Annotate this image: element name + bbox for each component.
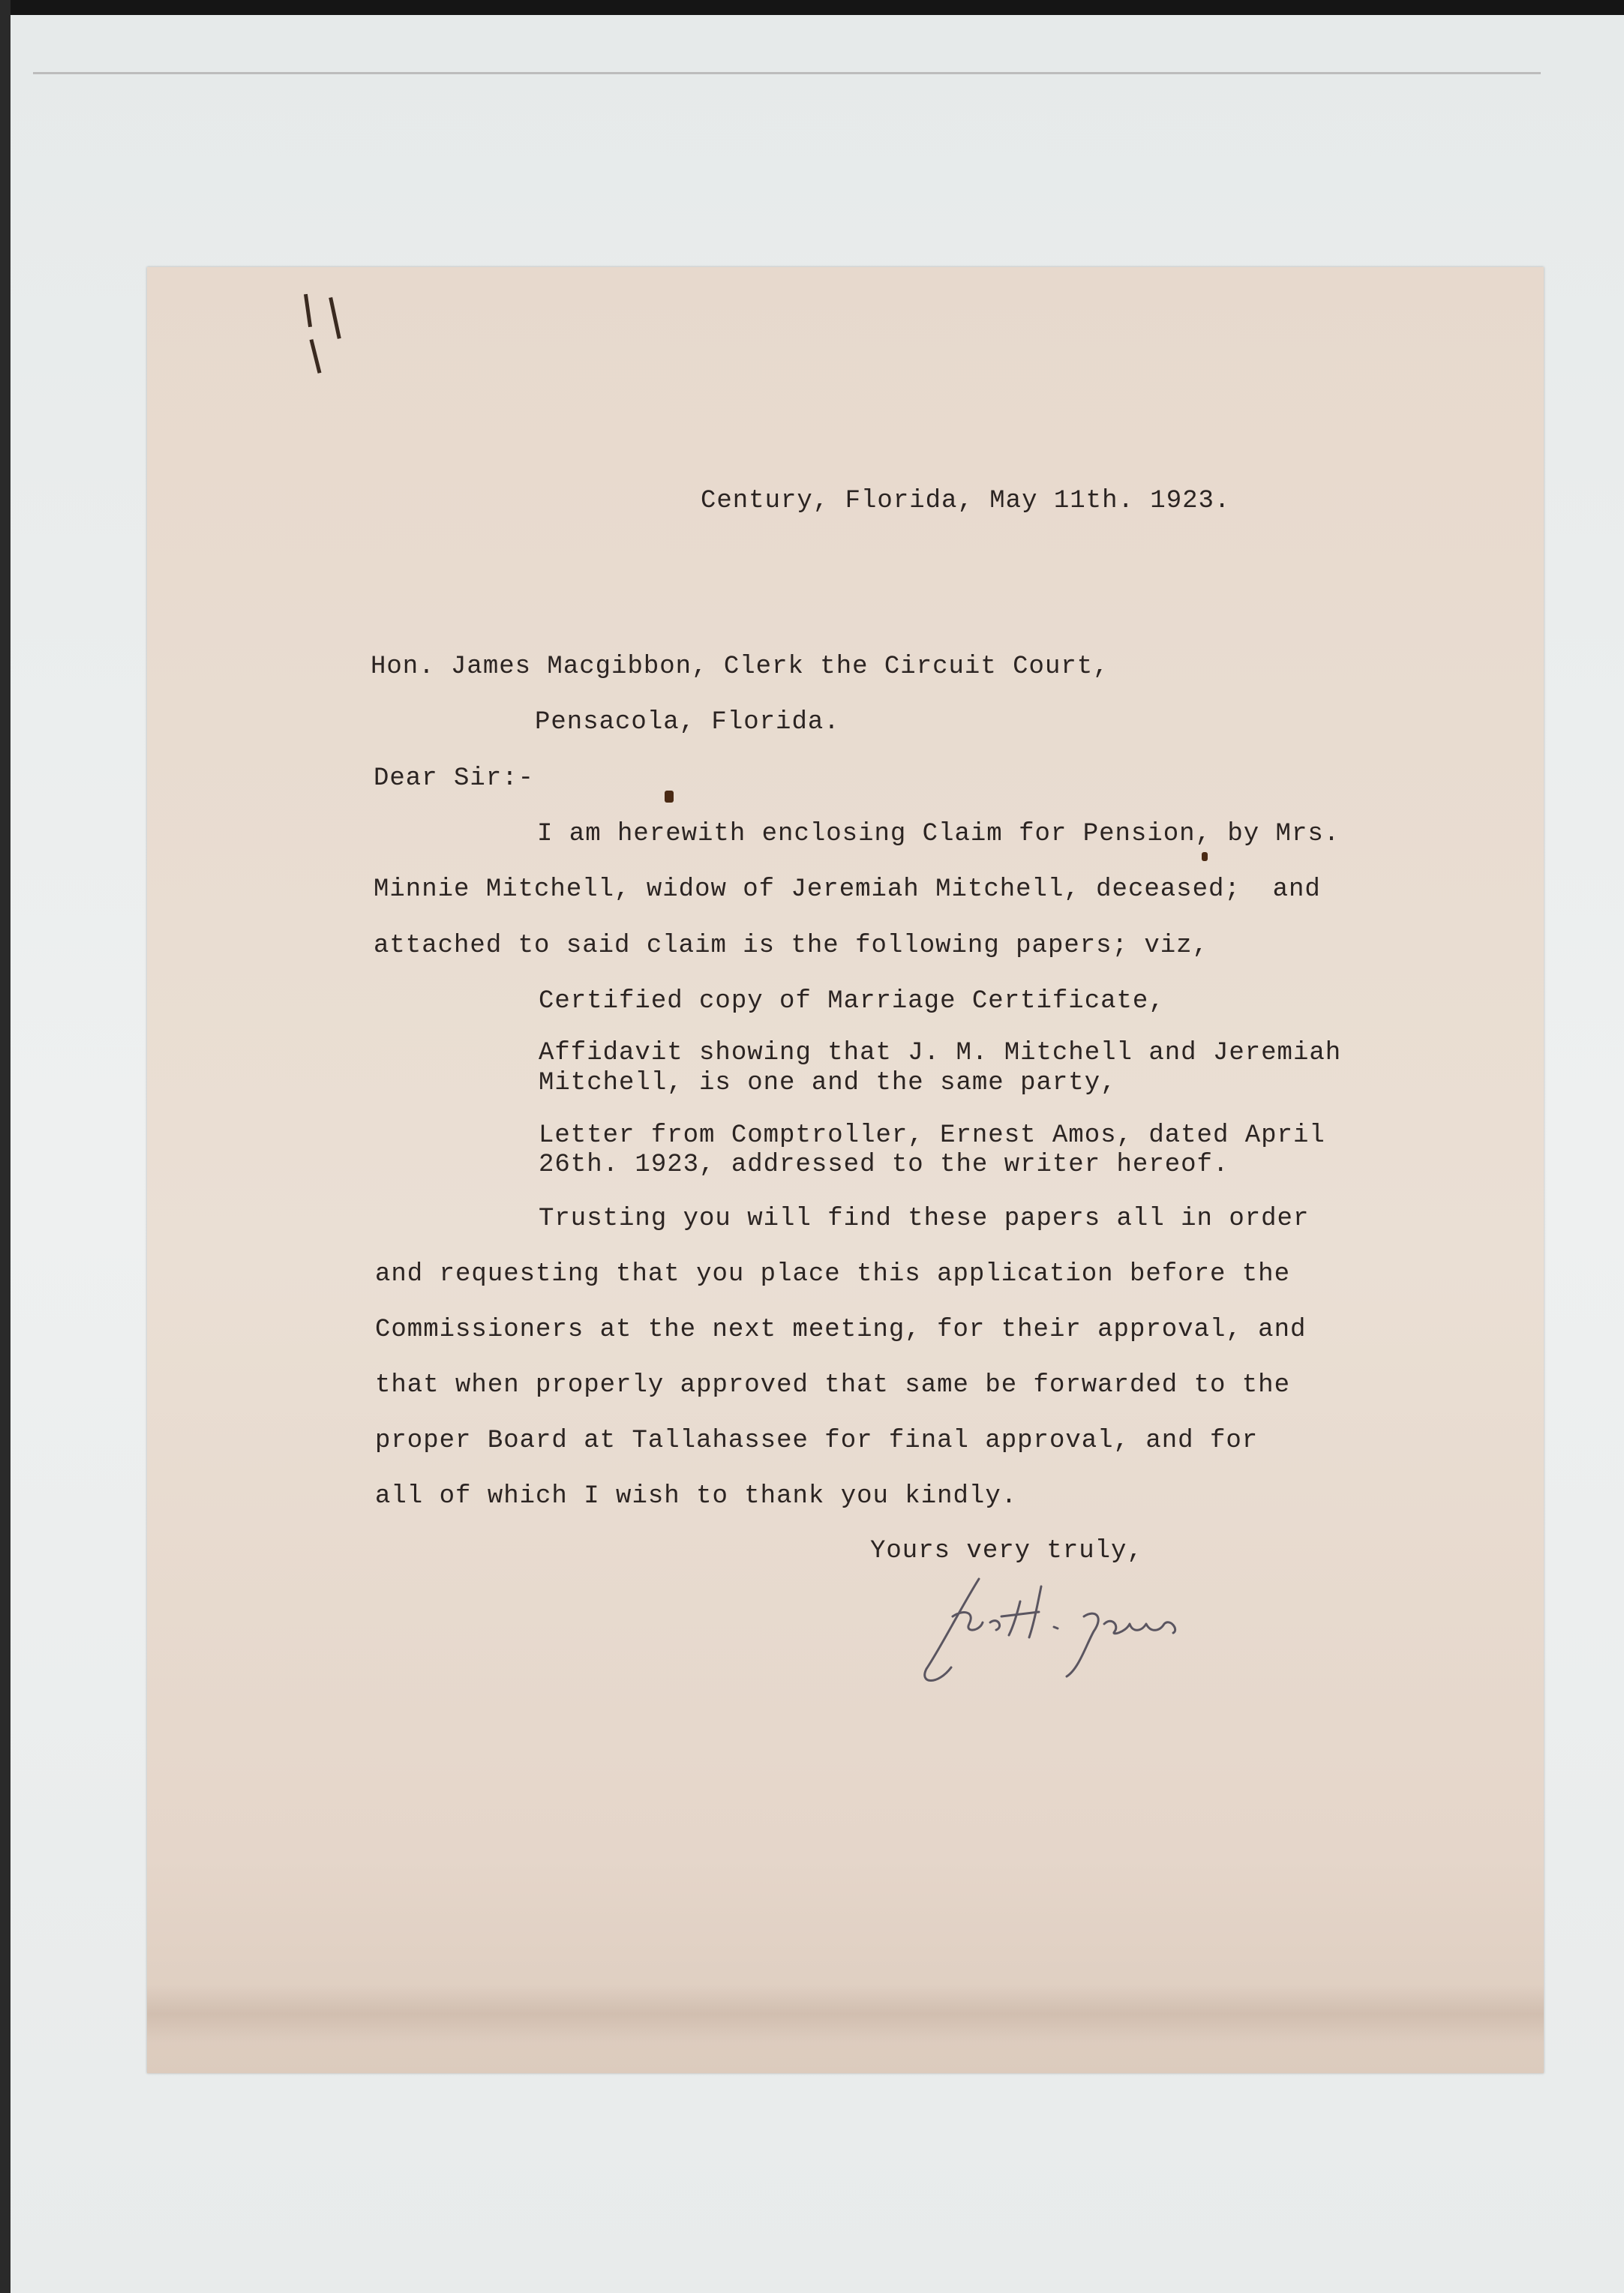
dateline: Century, Florida, May 11th. 1923. — [701, 487, 1231, 515]
body-line: all of which I wish to thank you kindly. — [375, 1482, 1018, 1511]
body-line: Minnie Mitchell, widow of Jeremiah Mitchell, deceased; and — [374, 875, 1321, 904]
body-line: that when properly approved that same be forwarded to the — [375, 1371, 1290, 1400]
body-line: proper Board at Tallahassee for final approval, and for — [375, 1427, 1259, 1455]
enclosure-item: Certified copy of Marriage Certificate, — [539, 987, 1165, 1016]
handwritten-signature — [908, 1564, 1253, 1691]
body-line: I am herewith enclosing Claim for Pension, by Mrs. — [537, 820, 1340, 848]
body-line: Commissioners at the next meeting, for their approval, and — [375, 1316, 1307, 1344]
enclosure-item: Mitchell, is one and the same party, — [539, 1069, 1117, 1097]
recipient-name: Hon. James Macgibbon, Clerk the Circuit Court, — [371, 653, 1109, 681]
scan-top-edge — [0, 0, 1624, 15]
letter-sheet — [147, 267, 1544, 2073]
enclosure-item: Affidavit showing that J. M. Mitchell and Jeremiah — [539, 1039, 1342, 1067]
paper-fold-shadow — [147, 1985, 1544, 2043]
enclosure-item: Letter from Comptroller, Ernest Amos, dated April — [539, 1121, 1325, 1150]
ink-stain — [1202, 852, 1208, 861]
ink-stain — [665, 791, 674, 803]
enclosure-item: 26th. 1923, addressed to the writer hereof. — [539, 1151, 1229, 1179]
closing: Yours very truly, — [870, 1537, 1143, 1565]
body-line: Trusting you will find these papers all in order — [539, 1205, 1310, 1233]
body-line: attached to said claim is the following papers; viz, — [374, 932, 1208, 960]
backing-crease — [33, 72, 1541, 74]
punch-mark — [310, 339, 322, 374]
recipient-address: Pensacola, Florida. — [535, 708, 840, 737]
punch-mark — [329, 297, 341, 339]
salutation: Dear Sir:- — [374, 764, 535, 793]
body-line: and requesting that you place this application before the — [375, 1260, 1290, 1289]
scan-left-edge — [0, 0, 11, 2293]
punch-mark — [304, 294, 312, 327]
